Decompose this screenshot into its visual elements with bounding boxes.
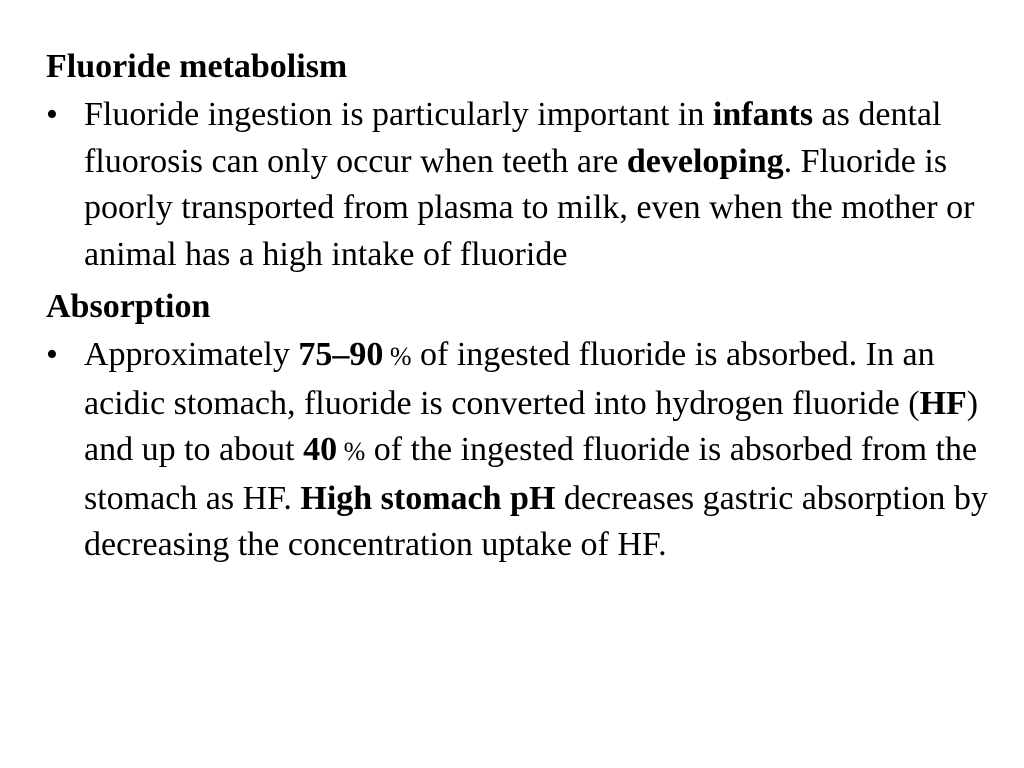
percent-sign: % bbox=[383, 342, 412, 371]
bullet-marker: • bbox=[46, 336, 58, 373]
text-segment: Approximately bbox=[84, 336, 299, 373]
bullet-absorption bbox=[46, 332, 996, 569]
text-segment: decreases gastric absorption by decreasing the concentration uptake of HF. bbox=[84, 479, 988, 563]
text-segment: ) and up to about bbox=[84, 384, 979, 468]
bold-value-75-90: 75–90 bbox=[298, 336, 384, 373]
bold-term-hf: HF bbox=[919, 384, 967, 422]
heading-absorption: Absorption bbox=[46, 288, 211, 325]
heading-fluoride-metabolism: Fluoride metabolism bbox=[46, 48, 348, 85]
text-segment: Fluoride ingestion is particularly important in bbox=[84, 96, 713, 133]
bullet-fluoride-ingestion bbox=[46, 92, 996, 278]
text-segment: of ingested fluoride is absorbed. In an acidic stomach, fluoride is converted into hydrogen fluoride ( bbox=[84, 336, 935, 422]
bold-value-40: 40 bbox=[303, 431, 338, 468]
text-segment: as dental fluorosis can only occur when teeth are bbox=[84, 96, 942, 180]
bold-term-high-stomach-ph: High stomach pH bbox=[300, 479, 556, 517]
bold-term-infants: infants bbox=[712, 96, 814, 133]
bold-term-developing: developing bbox=[626, 142, 784, 180]
text-segment: . Fluoride is poorly transported from plasma to milk, even when the mother or animal has a high intake of fluoride bbox=[84, 142, 975, 273]
text-segment: of the ingested fluoride is absorbed from the stomach as HF. bbox=[84, 431, 978, 517]
percent-sign: % bbox=[337, 437, 366, 466]
slide-content bbox=[46, 44, 996, 575]
bullet-marker: • bbox=[46, 96, 58, 133]
